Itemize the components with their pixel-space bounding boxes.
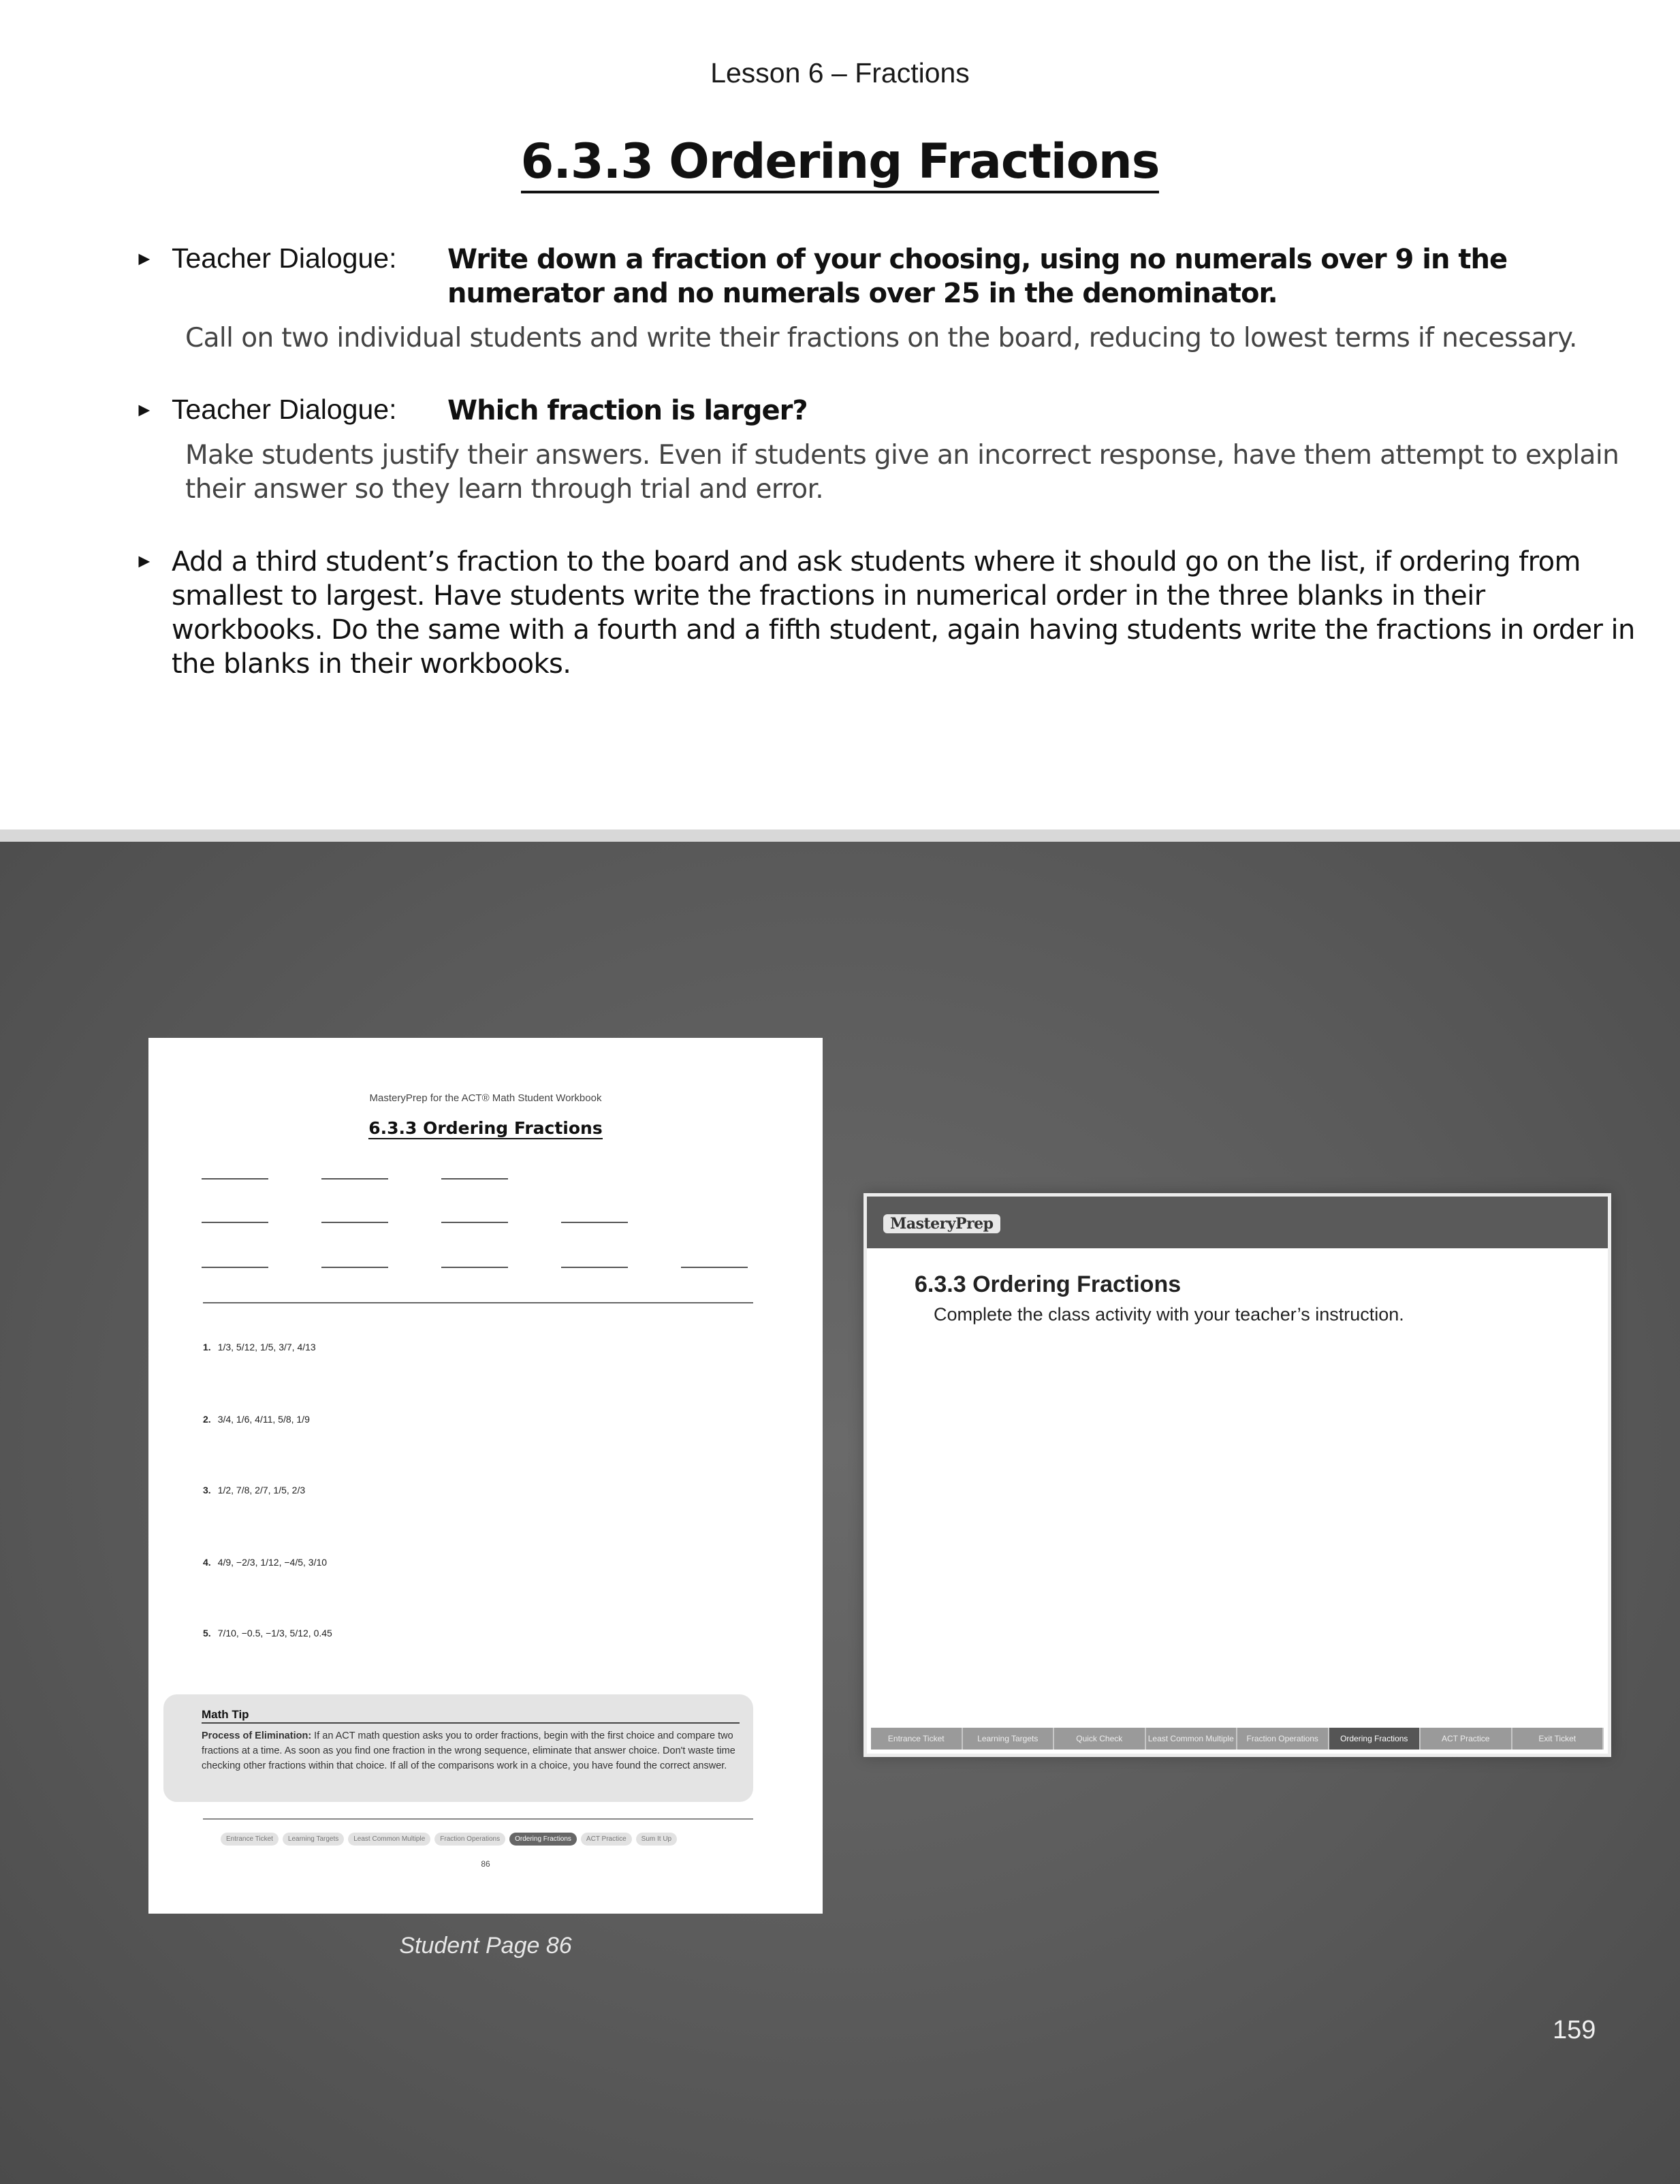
dialogue-label: Teacher Dialogue: <box>172 242 397 274</box>
problem-expression: 4/9, −2/3, 1/12, −4/5, 3/10 <box>217 1557 328 1568</box>
slide-header-bar <box>867 1197 1608 1248</box>
problem-number: 3. <box>203 1485 211 1495</box>
slide-nav-item[interactable]: ACT Practice <box>1421 1728 1512 1750</box>
answer-blank[interactable] <box>321 1178 388 1180</box>
teacher-note: Make students justify their answers. Even if students give an incorrect response, have them attempt to explain their answer so they learn through trial and error. <box>185 440 1619 505</box>
problem-item <box>203 1342 316 1352</box>
answer-blank[interactable] <box>561 1222 628 1223</box>
problem-item <box>203 1414 310 1425</box>
math-tip-text: If an ACT math question asks you to order fractions, begin with the first choice and compare two fractions at a time. As soon as you find one fraction in the wrong sequence, eliminate that answer choice. Don't waste time checking other fractions within that choice. If all of the comparisons work in a choice, you have found the correct answer. <box>202 1730 735 1771</box>
slide-title: 6.3.3 Ordering Fractions <box>915 1271 1182 1297</box>
problem-number: 1. <box>203 1342 211 1352</box>
answer-blank[interactable] <box>321 1267 388 1268</box>
workbook-nav-item[interactable]: Sum It Up <box>636 1833 677 1846</box>
answer-blank[interactable] <box>561 1267 628 1268</box>
workbook-nav-item[interactable]: ACT Practice <box>581 1833 632 1846</box>
problem-expression: 7/10, −0.5, −1/3, 5/12, 0.45 <box>217 1628 332 1639</box>
workbook-header: MasteryPrep for the ACT® Math Student Workbook <box>369 1092 602 1104</box>
problem-number: 2. <box>203 1414 211 1425</box>
problem-item <box>203 1557 327 1568</box>
bullet-icon: ► <box>135 399 154 420</box>
problem-expression: 1/3, 5/12, 1/5, 3/7, 4/13 <box>217 1342 316 1352</box>
slide-nav-item-active[interactable]: Ordering Fractions <box>1329 1728 1421 1750</box>
page-title-text: 6.3.3 Ordering Fractions <box>521 133 1160 193</box>
problem-number: 4. <box>203 1557 211 1568</box>
math-tip-title: Math Tip <box>202 1708 740 1724</box>
teacher-note: Call on two individual students and write their fractions on the board, reducing to lowest terms if necessary. <box>185 323 1577 353</box>
math-tip-body <box>202 1728 740 1773</box>
bullet-icon: ► <box>135 248 154 269</box>
page-title <box>0 133 1680 189</box>
answer-blank[interactable] <box>441 1267 508 1268</box>
math-tip-box <box>163 1694 753 1802</box>
answer-blank[interactable] <box>441 1178 508 1180</box>
student-workbook-page <box>148 1038 823 1914</box>
presentation-slide <box>863 1193 1611 1757</box>
workbook-nav-item[interactable]: Fraction Operations <box>434 1833 505 1846</box>
answer-blank[interactable] <box>441 1222 508 1223</box>
student-page-caption: Student Page 86 <box>399 1933 572 1959</box>
math-tip-lead: Process of Elimination: <box>202 1730 312 1741</box>
lesson-header: Lesson 6 – Fractions <box>710 57 970 89</box>
masteryprep-logo: MasteryPrep <box>883 1214 1000 1233</box>
slide-nav-item[interactable]: Fraction Operations <box>1237 1728 1329 1750</box>
dialogue-text: Which fraction is larger? <box>447 395 808 426</box>
workbook-nav-item[interactable]: Entrance Ticket <box>221 1833 279 1846</box>
dialogue-label: Teacher Dialogue: <box>172 394 397 425</box>
slide-nav-item[interactable]: Learning Targets <box>963 1728 1055 1750</box>
workbook-page-number: 86 <box>481 1859 490 1869</box>
answer-blank[interactable] <box>681 1267 748 1268</box>
bullet-icon: ► <box>135 550 154 571</box>
answer-blank[interactable] <box>321 1222 388 1223</box>
slide-nav-item[interactable]: Entrance Ticket <box>871 1728 963 1750</box>
answer-blank[interactable] <box>202 1267 268 1268</box>
divider <box>203 1818 753 1820</box>
answer-blank[interactable] <box>202 1222 268 1223</box>
workbook-nav <box>221 1832 681 1846</box>
workbook-nav-item-active[interactable]: Ordering Fractions <box>509 1833 577 1846</box>
slide-nav-item[interactable]: Least Common Multiple <box>1146 1728 1238 1750</box>
workbook-title-text: 6.3.3 Ordering Fractions <box>368 1118 603 1138</box>
slide-nav-item[interactable]: Exit Ticket <box>1512 1728 1604 1750</box>
problem-expression: 3/4, 1/6, 4/11, 5/8, 1/9 <box>217 1414 310 1425</box>
workbook-nav-item[interactable]: Learning Targets <box>283 1833 344 1846</box>
page-number: 159 <box>1553 2016 1596 2044</box>
divider <box>203 1302 753 1303</box>
problem-number: 5. <box>203 1628 211 1639</box>
dialogue-text: Write down a fraction of your choosing, using no numerals over 9 in the numerator and no numerals over 25 in the denominator. <box>447 244 1508 309</box>
problem-item <box>203 1628 332 1639</box>
slide-nav-bar <box>871 1728 1604 1750</box>
workbook-nav-item[interactable]: Least Common Multiple <box>348 1833 430 1846</box>
workbook-title <box>148 1118 823 1138</box>
problem-item <box>203 1485 305 1495</box>
problem-expression: 1/2, 7/8, 2/7, 1/5, 2/3 <box>217 1485 306 1495</box>
answer-blank[interactable] <box>202 1178 268 1180</box>
instruction-paragraph: Add a third student’s fraction to the board and ask students where it should go on the list, if ordering from smallest to largest. Have students write the fractions in numerical order in the three blanks in their workbooks. Do the same with a fourth and a fifth student, again having students write the fractions in order in the blanks in their workbooks. <box>172 546 1635 680</box>
slide-subtitle: Complete the class activity with your teacher’s instruction. <box>934 1304 1404 1325</box>
slide-nav-item[interactable]: Quick Check <box>1054 1728 1146 1750</box>
